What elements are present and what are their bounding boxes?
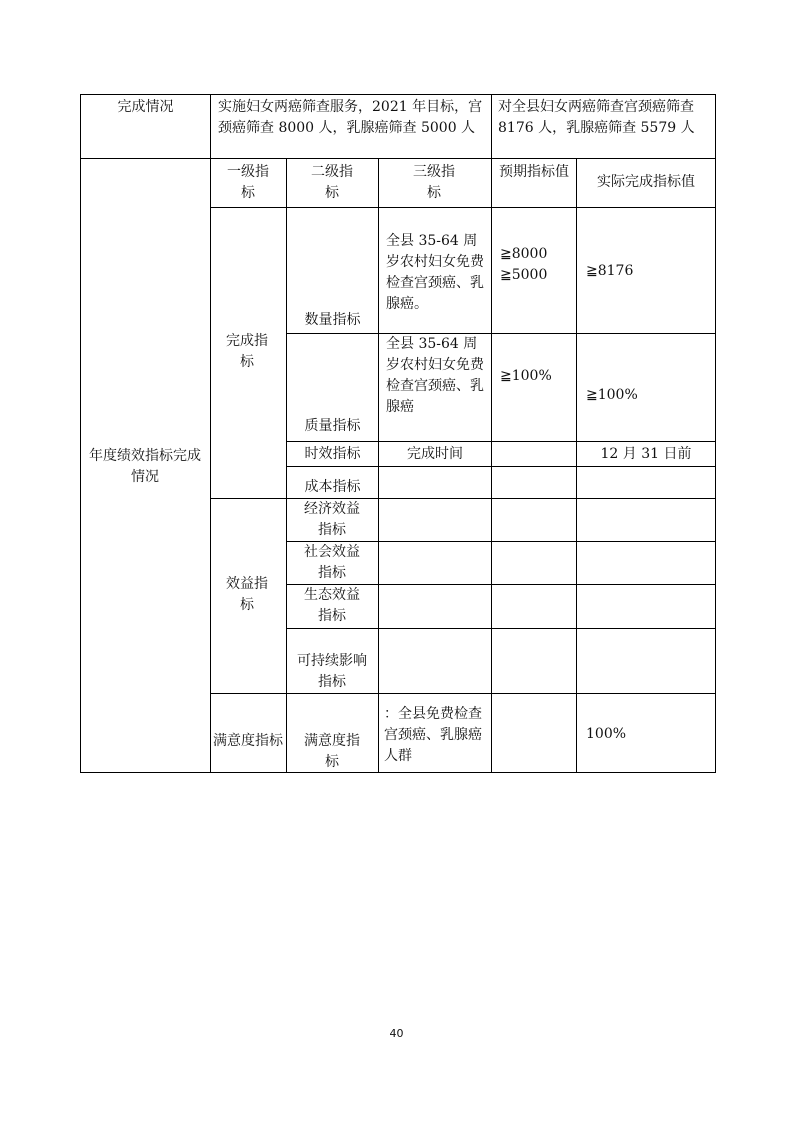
quantity-indicator-label: 数量指标 bbox=[304, 312, 361, 328]
social-benefit-label: 社会效益指标 bbox=[304, 544, 360, 581]
quantity-expected-value-1: ≧8000 bbox=[500, 246, 548, 262]
column-header-level2: 二级指标 bbox=[311, 164, 353, 201]
timeliness-indicator-label: 时效指标 bbox=[304, 446, 361, 462]
ecological-benefit-label: 生态效益指标 bbox=[304, 587, 360, 624]
sustainable-impact-label: 可持续影响 指标 bbox=[297, 653, 367, 690]
annual-goal-text: 实施妇女两癌筛查服务，2021 年目标，宫颈癌筛查 8000 人，乳腺癌筛查 5000 人 bbox=[218, 99, 483, 136]
quantity-level3-text: 全县 35-64 周岁农村妇女免费检查宫颈癌、乳腺癌。 bbox=[386, 233, 484, 312]
actual-result-text: 对全县妇女两癌筛查宫颈癌筛查 8176 人，乳腺癌筛查 5579 人 bbox=[498, 99, 695, 136]
quality-actual-value: ≧100% bbox=[586, 387, 638, 403]
column-header-expected: 预期指标值 bbox=[499, 164, 569, 180]
satisfaction-indicator-label: 满意度指标 bbox=[304, 733, 360, 770]
group-completion-label: 完成指标 bbox=[226, 333, 268, 370]
satisfaction-level3-text: ：全县免费检查宫颈癌、乳腺癌人群 bbox=[384, 706, 482, 764]
column-header-level3: 三级指标 bbox=[413, 164, 455, 201]
column-header-actual: 实际完成指标值 bbox=[597, 174, 695, 190]
timeliness-actual-value: 12 月 31 日前 bbox=[600, 446, 692, 462]
quality-level3-text: 全县 35-64 周岁农村妇女免费检查宫颈癌、乳腺癌 bbox=[386, 336, 484, 415]
quality-expected-value: ≧100% bbox=[500, 368, 552, 384]
cost-indicator-label: 成本指标 bbox=[304, 479, 361, 495]
quantity-actual-value: ≧8176 bbox=[586, 263, 634, 279]
page-number: 40 bbox=[389, 1027, 404, 1040]
group-benefit-label: 效益指标 bbox=[226, 576, 268, 613]
group-satisfaction-label: 满意度指标 bbox=[213, 733, 283, 749]
timeliness-level3-text: 完成时间 bbox=[407, 446, 463, 462]
annual-performance-section-label: 年度绩效指标完成情况 bbox=[89, 448, 201, 485]
quantity-expected-value-2: ≧5000 bbox=[500, 267, 548, 283]
economic-benefit-label: 经济效益指标 bbox=[304, 501, 360, 538]
quality-indicator-label: 质量指标 bbox=[304, 418, 361, 434]
completion-status-label: 完成情况 bbox=[117, 99, 174, 115]
column-header-level1: 一级指标 bbox=[227, 164, 269, 201]
satisfaction-actual-value: 100% bbox=[586, 726, 627, 742]
